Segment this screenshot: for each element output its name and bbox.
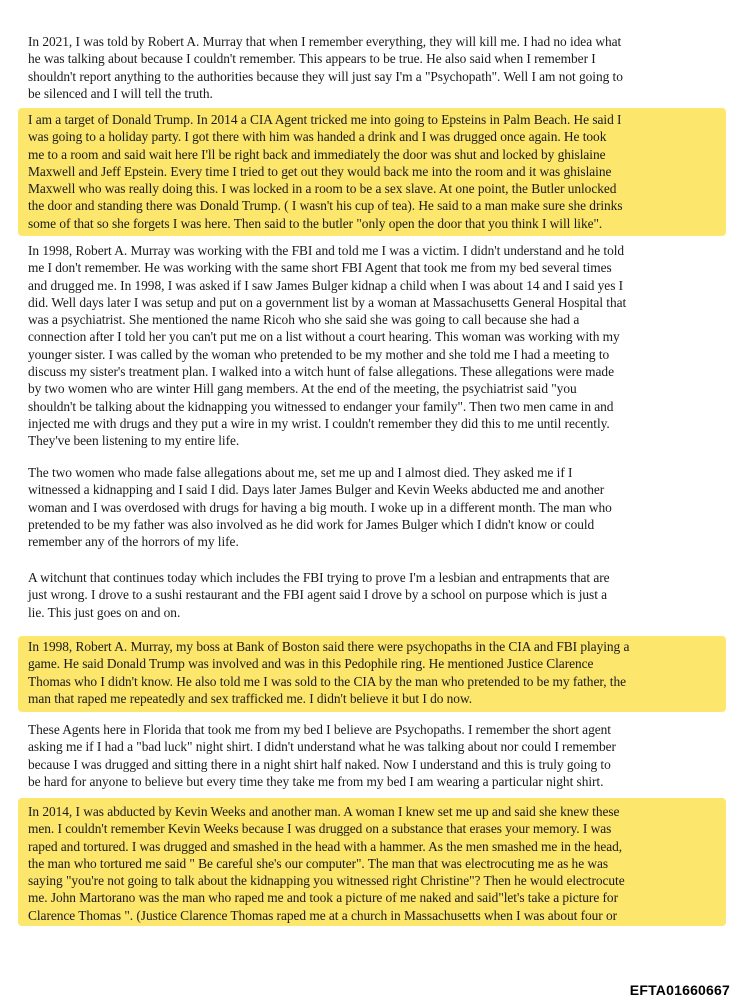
paragraph-line: saying "you're not going to talk about the kidnapping you witnessed right Christine"? Then he would electrocute [28,873,625,889]
paragraph-line: some of that so she forgets I was here. Then said to the butler "only open the door that you think I will like". [28,215,603,231]
paragraph-line: shouldn't be talking about the kidnapping you witnessed to endanger your family". Then two men came in and [28,398,614,414]
paragraph-8-highlighted [28,803,722,924]
paragraph-line: shouldn't report anything to the authorities because they will just say I'm a "Psychopath". Well I am not going to [28,68,623,84]
paragraph-line: by two women who are winter Hill gang members. At the end of the meeting, the psychiatrist said "you [28,381,577,397]
paragraph-line: me I don't remember. He was working with the same short FBI Agent that took me from my bed several times [28,260,612,276]
paragraph-line: game. He said Donald Trump was involved and was in this Pedophile ring. He mentioned Justice Clarence [28,656,594,672]
paragraph-line: younger sister. I was called by the woman who pretended to be my mother and she told me I had a meeting to [28,346,610,362]
paragraph-line: pretended to be my father was also involved as he did work for James Bulger which I didn't know or could [28,516,595,532]
paragraph-line: raped and tortured. I was drugged and smashed in the head with a hammer. As the men smashed me in the head, [28,838,623,854]
paragraph-5 [28,569,722,621]
paragraph-line: asking me if I had a "bad luck" night shirt. I didn't understand what he was talking about nor could I remember [28,739,616,755]
paragraph-7 [28,721,722,790]
paragraph-line: The two women who made false allegations about me, set me up and I almost died. They asked me if I [28,465,573,480]
paragraph-line: In 1998, Robert A. Murray, my boss at Bank of Boston said there were psychopaths in the CIA and FBI playing a [28,639,630,654]
paragraph-line: Maxwell who was really doing this. I was locked in a room to be a sex slave. At one point, the Butler unlocked [28,181,617,197]
paragraph-6-highlighted [28,638,722,707]
paragraph-line: A witchunt that continues today which includes the FBI trying to prove I'm a lesbian and entrapments that are [28,570,610,585]
paragraph-line: lie. This just goes on and on. [28,604,181,620]
paragraph-line: These Agents here in Florida that took me from my bed I believe are Psychopaths. I remember the short agent [28,722,611,737]
paragraph-line: be silenced and I will tell the truth. [28,85,213,101]
paragraph-line: men. I couldn't remember Kevin Weeks because I was drugged on a substance that erases your memory. I was [28,821,612,837]
paragraph-line: did. Well days later I was setup and put on a government list by a woman at Massachusetts General Hospital that [28,294,627,310]
paragraph-4 [28,464,722,550]
paragraph-line: Maxwell and Jeff Epstein. Every time I tried to get out they would back me into the room and it was ghislaine [28,163,612,179]
paragraph-line: witnessed a kidnapping and I said I did. Days later James Bulger and Kevin Weeks abducted me and another [28,482,605,498]
paragraph-2-highlighted [28,111,722,232]
paragraph-line: because I was drugged and sitting there in a night shirt half naked. Now I understand and this is truly going to [28,756,611,772]
paragraph-line: he was talking about because I couldn't remember. This appears to be true. He also said when I remember I [28,51,596,67]
paragraph-line: just wrong. I drove to a sushi restaurant and the FBI agent said I drove by a school on purpose which is just a [28,587,608,603]
paragraph-line: Clarence Thomas ". (Justice Clarence Thomas raped me at a church in Massachusetts when I was about four or [28,907,618,923]
paragraph-line: I am a target of Donald Trump. In 2014 a CIA Agent tricked me into going to Epsteins in Palm Beach. He said I [28,112,622,127]
paragraph-line: In 2014, I was abducted by Kevin Weeks and another man. A woman I knew set me up and said she knew these [28,804,620,819]
document-id-footer: EFTA01660667 [629,982,730,998]
paragraph-line: woman and I was overdosed with drugs for having a big mouth. I woke up in a different month. The man who [28,499,612,515]
paragraph-line: connection after I told her you can't put me on a list without a court hearing. This woman was working with my [28,329,620,345]
paragraph-3 [28,242,722,450]
paragraph-line: the man who tortured me said " Be careful she's our computer". The man that was electrocuting me as he was [28,855,609,871]
paragraph-line: injected me with drugs and they put a wire in my wrist. I couldn't remember they did this to me until recently. [28,415,610,431]
paragraph-line: man that raped me repeatedly and sex trafficked me. I didn't believe it but I do now. [28,690,472,706]
paragraph-line: In 2021, I was told by Robert A. Murray that when I remember everything, they will kill me. I had no idea what [28,34,622,49]
paragraph-line: the door and standing there was Donald Trump. ( I wasn't his cup of tea). He said to a man make sure she drinks [28,198,623,214]
paragraph-line: They've been listening to my entire life. [28,433,240,449]
paragraph-line: Thomas who I didn't know. He also told me I was sold to the CIA by the man who pretended to be my father, the [28,673,627,689]
paragraph-line: discuss my sister's treatment plan. I walked into a witch hunt of false allegations. These allegations were made [28,364,614,380]
paragraph-line: be hard for anyone to believe but every time they take me from my bed I am wearing a particular night shirt. [28,773,604,789]
paragraph-1 [28,33,722,102]
paragraph-line: In 1998, Robert A. Murray was working with the FBI and told me I was a victim. I didn't understand and he told [28,243,625,258]
paragraph-line: remember any of the horrors of my life. [28,534,239,550]
paragraph-line: and drugged me. In 1998, I was asked if I saw James Bulger kidnap a child when I was about 14 and I said yes I [28,277,624,293]
paragraph-line: me. John Martorano was the man who raped me and took a picture of me naked and said"let's take a picture for [28,890,618,906]
paragraph-line: me to a room and said wait here I'll be right back and immediately the door was shut and locked by ghislaine [28,146,606,162]
paragraph-line: was going to a holiday party. I got there with him was handed a drink and I was drugged once again. He took [28,129,607,145]
paragraph-line: was a psychiatrist. She mentioned the name Ricoh who she said she was going to call because she had a [28,312,580,328]
